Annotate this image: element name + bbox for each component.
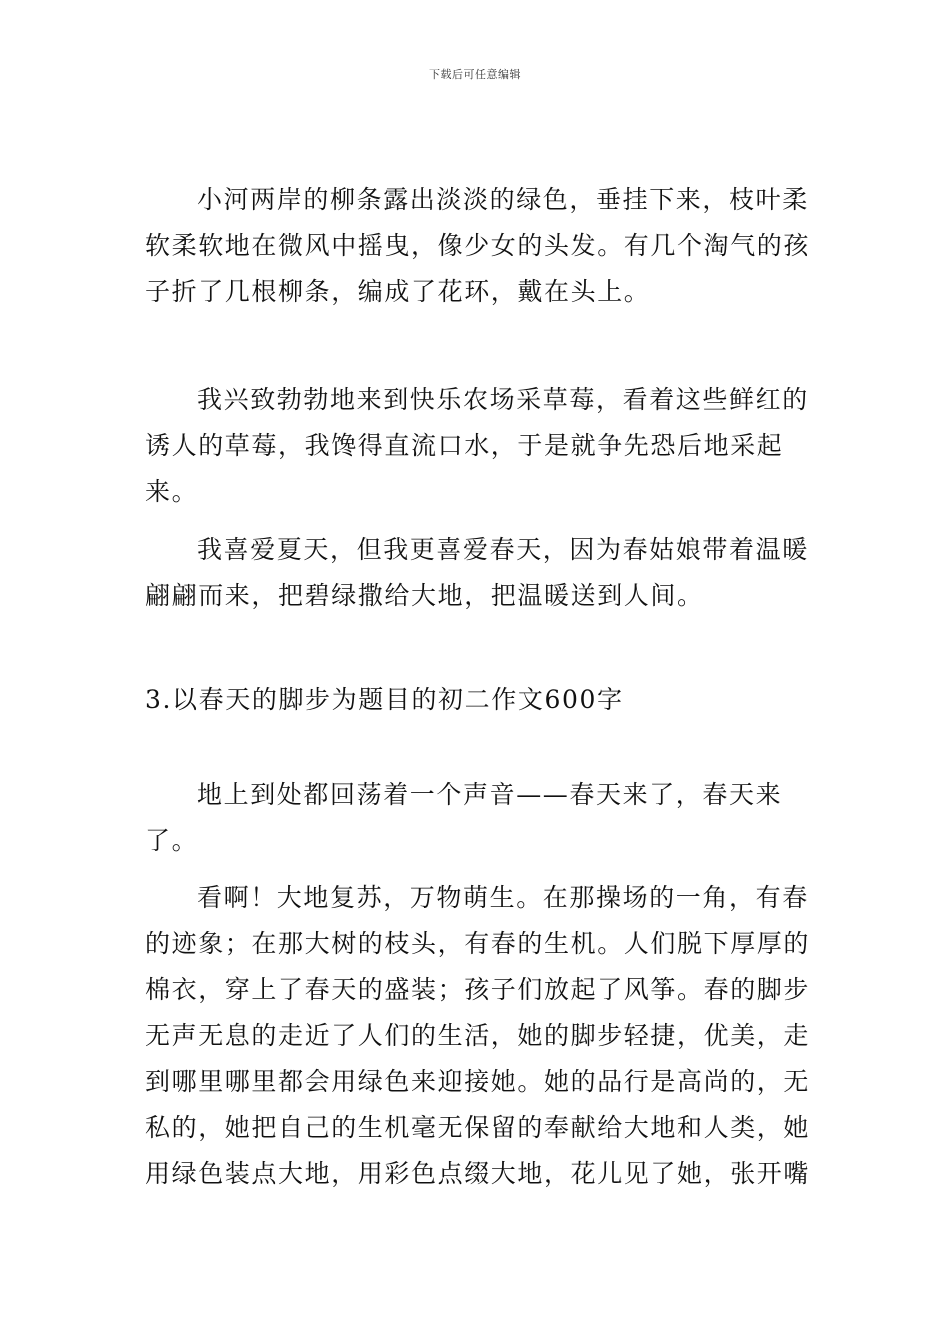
paragraph-spring-love [145, 527, 810, 619]
page-header: 下载后可任意编辑 [429, 68, 521, 81]
paragraph-willows [145, 177, 810, 315]
paragraph-strawberries [145, 377, 810, 515]
paragraph-text: 地上到处都回荡着一个声音——春天来了，春天来了。 [145, 780, 783, 855]
essay-paragraph-2 [145, 875, 810, 1197]
paragraph-text: 小河两岸的柳条露出淡淡的绿色，垂挂下来，枝叶柔软柔软地在微风中摇曳，像少女的头发。有几个淘气的孩子折了几根柳条，编成了花环，戴在头上。 [145, 185, 811, 306]
paragraph-text: 看啊！大地复苏，万物萌生。在那操场的一角，有春的迹象；在那大树的枝头，有春的生机。人们脱下厚厚的棉衣，穿上了春天的盛装；孩子们放起了风筝。春的脚步无声无息的走近了人们的生活，她的脚步轻捷，优美，走到哪里哪里都会用绿色来迎接她。她的品行是高尚的，无私的，她把自己的生机毫无保留的奉献给大地和人类，她用绿色装点大地，用彩色点缀大地，花儿见了她，张开嘴 [145, 883, 811, 1188]
essay-paragraph-1 [145, 772, 810, 864]
section-heading-text: 3.以春天的脚步为题目的初二作文600字 [145, 685, 624, 714]
paragraph-text: 我喜爱夏天，但我更喜爱春天，因为春姑娘带着温暖翩翩而来，把碧绿撒给大地，把温暖送到人间。 [145, 535, 809, 610]
paragraph-text: 我兴致勃勃地来到快乐农场采草莓，看着这些鲜红的诱人的草莓，我馋得直流口水，于是就争先恐后地采起来。 [145, 385, 809, 506]
section-heading [145, 677, 810, 723]
